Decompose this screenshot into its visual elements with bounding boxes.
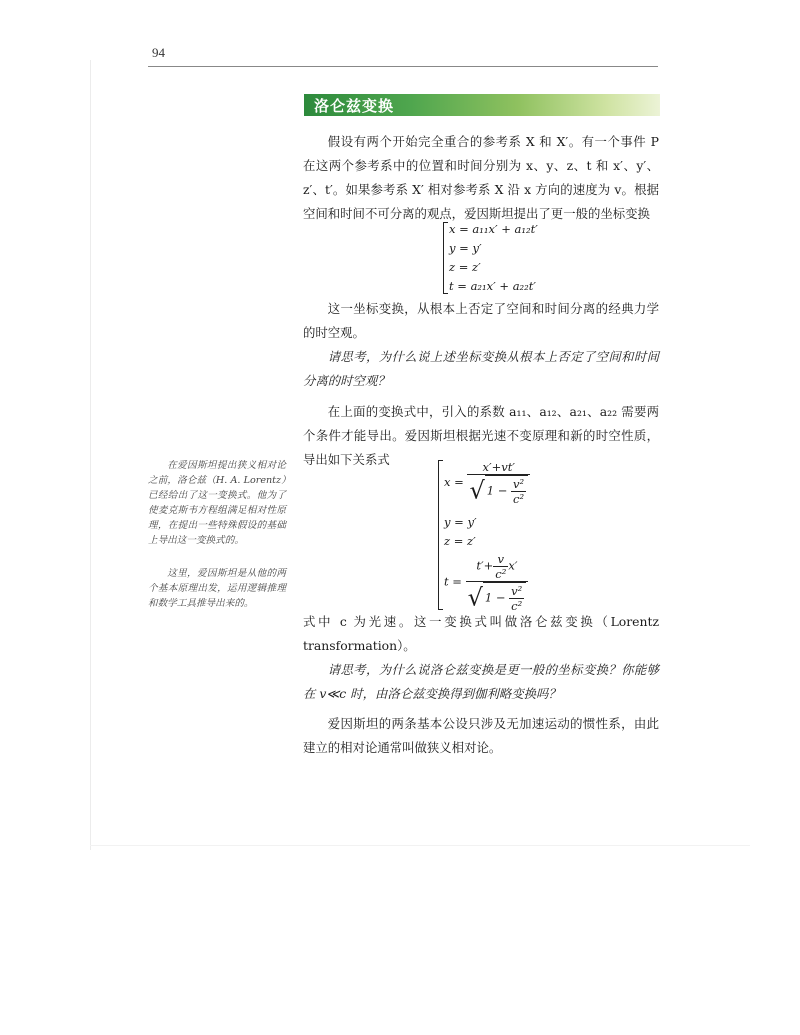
section-banner <box>304 94 660 116</box>
page-number: 94 <box>152 45 165 60</box>
sidenote-einstein-derivation: 这里，爱因斯坦是从他的两个基本原理出发，运用逻辑推理和数学工具推导出来的。 <box>148 568 286 609</box>
paragraph-intro: 假设有两个开始完全重合的参考系 X 和 X′。有一个事件 P 在这两个参考系中的位置和时间分别为 x、y、z、t 和 x′、y′、z′、t′。如果参考系 X′ 相对参考系 X 沿 x 方向的速度为 v。根据空间和时间不可分离的观点，爱因斯坦提出了更一般的坐标变换 <box>303 134 659 221</box>
paragraph-classical: 这一坐标变换，从根本上否定了空间和时间分离的经典力学的时空观。 <box>303 301 659 340</box>
equation-brace <box>443 222 444 294</box>
equation-row-x: x = a₁₁x′ + a₁₂t′ <box>449 222 538 236</box>
lorentz-row-y: y = y′ <box>444 515 477 529</box>
paragraph-lorentz-definition: 式中 c 为光速。这一变换式叫做洛仑兹变换（Lorentz transformation）。 <box>303 614 659 653</box>
gutter-line <box>90 60 91 850</box>
question-2: 请思考，为什么说洛仑兹变换是更一般的坐标变换？你能够在 v≪c 时，由洛仑兹变换得到伽利略变换吗？ <box>303 662 659 701</box>
page-fold-line <box>90 845 750 846</box>
coordinate-transform-equation <box>443 222 563 294</box>
paragraph-coefficients: 在上面的变换式中，引入的系数 a₁₁、a₁₂、a₂₁、a₂₂ 需要两个条件才能导出。爱因斯坦根据光速不变原理和新的时空性质，导出如下关系式 <box>303 404 659 467</box>
lorentz-row-z: z = z′ <box>444 534 476 548</box>
lorentz-row-x: x = x′+vt′ √ 1 − $\frac{\text{v²}}{\text{c²}}$ <box>444 460 530 506</box>
lorentz-transform-equation <box>438 460 568 613</box>
lorentz-row-t: t = t′+ $\frac{v}{\text{c²}}$ x′ √ 1 − $\frac{\text{v²}}{\text{c²}}$ <box>444 552 528 613</box>
equation-brace <box>438 460 439 610</box>
header-rule <box>148 66 658 67</box>
equation-row-y: y = y′ <box>449 241 482 255</box>
paragraph-special-relativity: 爱因斯坦的两条基本公设只涉及无加速运动的惯性系，由此建立的相对论通常叫做狭义相对论。 <box>303 716 659 755</box>
equation-row-t: t = a₂₁x′ + a₂₂t′ <box>449 279 536 293</box>
section-title: 洛仑兹变换 <box>314 97 395 115</box>
question-1: 请思考，为什么说上述坐标变换从根本上否定了空间和时间分离的时空观？ <box>303 349 659 388</box>
sidenote-lorentz-history: 在爱因斯坦提出狭义相对论之前，洛仑兹（H. A. Lorentz）已经给出了这一变换式。他为了使麦克斯韦方程组满足相对性原理，在提出一些特殊假设的基础上导出这一变换式的。 <box>148 460 286 546</box>
equation-row-z: z = z′ <box>449 260 481 274</box>
